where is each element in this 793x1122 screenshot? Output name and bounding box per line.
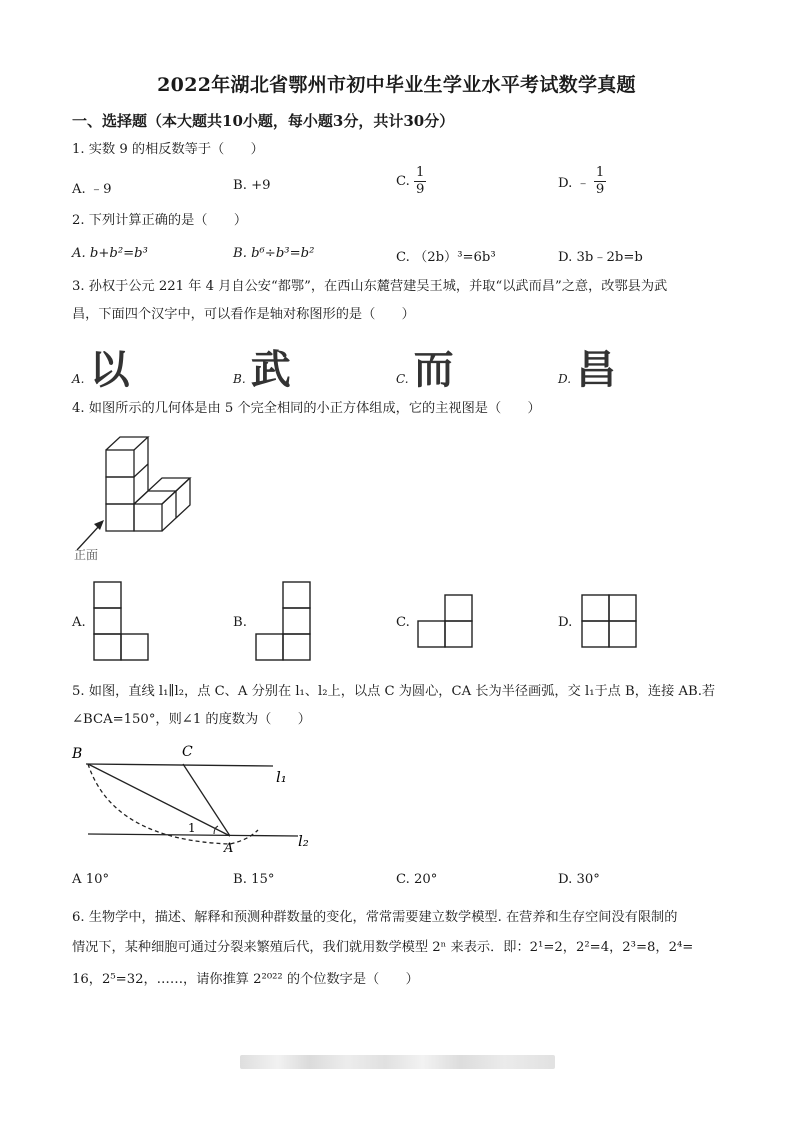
q3-option-a-label: A. <box>72 372 85 386</box>
q1-option-d-fraction <box>594 165 606 198</box>
q3-option-b <box>233 338 291 395</box>
q1-option-c <box>396 165 426 198</box>
q2-option-d: D. 3b﹣2b=b <box>558 250 643 265</box>
q1-option-c-fraction <box>414 165 426 198</box>
question-3-line-2: 昌，下面四个汉字中，可以看作是轴对称图形的是（ ） <box>72 307 415 322</box>
section-heading: 一、选择题（本大题共10小题，每小题3分，共计30分） <box>72 112 455 130</box>
line-l1-label: l₁ <box>276 768 287 786</box>
q4-option-b-label: B. <box>233 615 247 630</box>
q1-option-c-label: C. <box>396 174 410 189</box>
question-6-line-3: 16，2⁵=32，……，请你推算 2²⁰²² 的个位数字是（ ） <box>72 972 419 987</box>
q5-option-d: D. 30° <box>558 872 600 887</box>
q3-option-c-char: 而 <box>413 347 454 393</box>
q4-option-a-label: A. <box>72 615 86 630</box>
q1-option-d <box>558 165 606 198</box>
q5-option-a: A 10° <box>72 872 110 887</box>
q3-option-d <box>558 338 616 395</box>
question-3-line-1: 3. 孙权于公元 221 年 4 月自公安“都鄂”，在西山东麓营建吴王城，并取“以武而昌”之意，改鄂县为武 <box>72 279 668 294</box>
q3-option-a-char: 以 <box>89 347 130 393</box>
line-l1 <box>86 764 273 766</box>
q5-option-c: C. 20° <box>396 872 438 887</box>
line-l2-label: l₂ <box>298 832 309 850</box>
cube-front-bottom-right <box>134 504 162 531</box>
q2-option-a: A. b+b²=b³ <box>72 246 148 261</box>
question-5-line-1: 5. 如图，直线 l₁∥l₂，点 C、A 分别在 l₁、l₂上，以点 C 为圆心，CA 长为半径画弧，交 l₁于点 B，连接 AB.若 <box>72 684 716 699</box>
q2-option-c: C. （2b）³=6b³ <box>396 250 496 265</box>
point-c-label: C <box>182 744 193 760</box>
cube-front-bottom-left <box>106 504 134 531</box>
q4-option-c-figure <box>416 593 476 651</box>
point-a-label: A <box>224 841 234 856</box>
q1-d-numerator: 1 <box>595 165 605 180</box>
q1-c-numerator: 1 <box>416 165 425 180</box>
q1-option-a: A. ﹣9 <box>72 182 112 197</box>
q4-option-d-label: D. <box>558 615 573 630</box>
question-1-stem: 1. 实数 9 的相反数等于（ ） <box>72 142 264 157</box>
q3-option-b-label: B. <box>233 372 246 386</box>
q5-option-b: B. 15° <box>233 872 275 887</box>
q4-option-d-figure <box>580 593 640 651</box>
point-b-label: B <box>72 746 83 762</box>
question-6-line-1: 6. 生物学中，描述、解释和预测种群数量的变化，常常需要建立数学模型. 在营养和生存空间没有限制的 <box>72 910 678 925</box>
q1-option-b: B. +9 <box>233 178 271 193</box>
angle-1-label: 1 <box>188 821 196 835</box>
cube-front-middle <box>106 477 134 504</box>
q4-solid-figure <box>72 430 202 565</box>
q3-option-a <box>72 338 130 395</box>
page-title: 2022年湖北省鄂州市初中毕业生学业水平考试数学真题 <box>157 74 636 96</box>
question-2-stem: 2. 下列计算正确的是（ ） <box>72 213 248 228</box>
q5-geometry-figure <box>68 740 328 860</box>
q2-option-b: B. b⁶÷b³=b² <box>233 246 315 261</box>
q3-option-c-label: C. <box>396 372 409 386</box>
q3-option-d-char: 昌 <box>576 347 617 393</box>
q4-option-c-label: C. <box>396 615 410 630</box>
segment-ab <box>88 764 230 836</box>
question-6-line-2: 情况下，某种细胞可通过分裂来繁殖后代，我们就用数学模型 2ⁿ 来表示．即：2¹=2，2²=4，2³=8，2⁴= <box>72 940 694 955</box>
q1-d-denominator: 9 <box>595 182 605 197</box>
front-arrow-head-icon <box>94 520 104 530</box>
q4-option-b-figure <box>254 580 314 664</box>
q3-option-b-char: 武 <box>250 347 291 393</box>
question-5-line-2: ∠BCA=150°，则∠1 的度数为（ ） <box>72 712 311 727</box>
cube-front-top <box>106 450 134 477</box>
blurred-watermark <box>240 1055 555 1069</box>
arc-from-c <box>88 764 258 844</box>
q1-c-denominator: 9 <box>416 182 425 197</box>
q3-option-c <box>396 338 454 395</box>
q4-option-a-figure <box>92 580 152 664</box>
question-4-stem: 4. 如图所示的几何体是由 5 个完全相同的小正方体组成，它的主视图是（ ） <box>72 401 541 416</box>
q1-option-d-label: D. ﹣ <box>558 176 590 191</box>
q3-option-d-label: D. <box>558 372 572 386</box>
q4-front-label: 正面 <box>74 548 99 562</box>
